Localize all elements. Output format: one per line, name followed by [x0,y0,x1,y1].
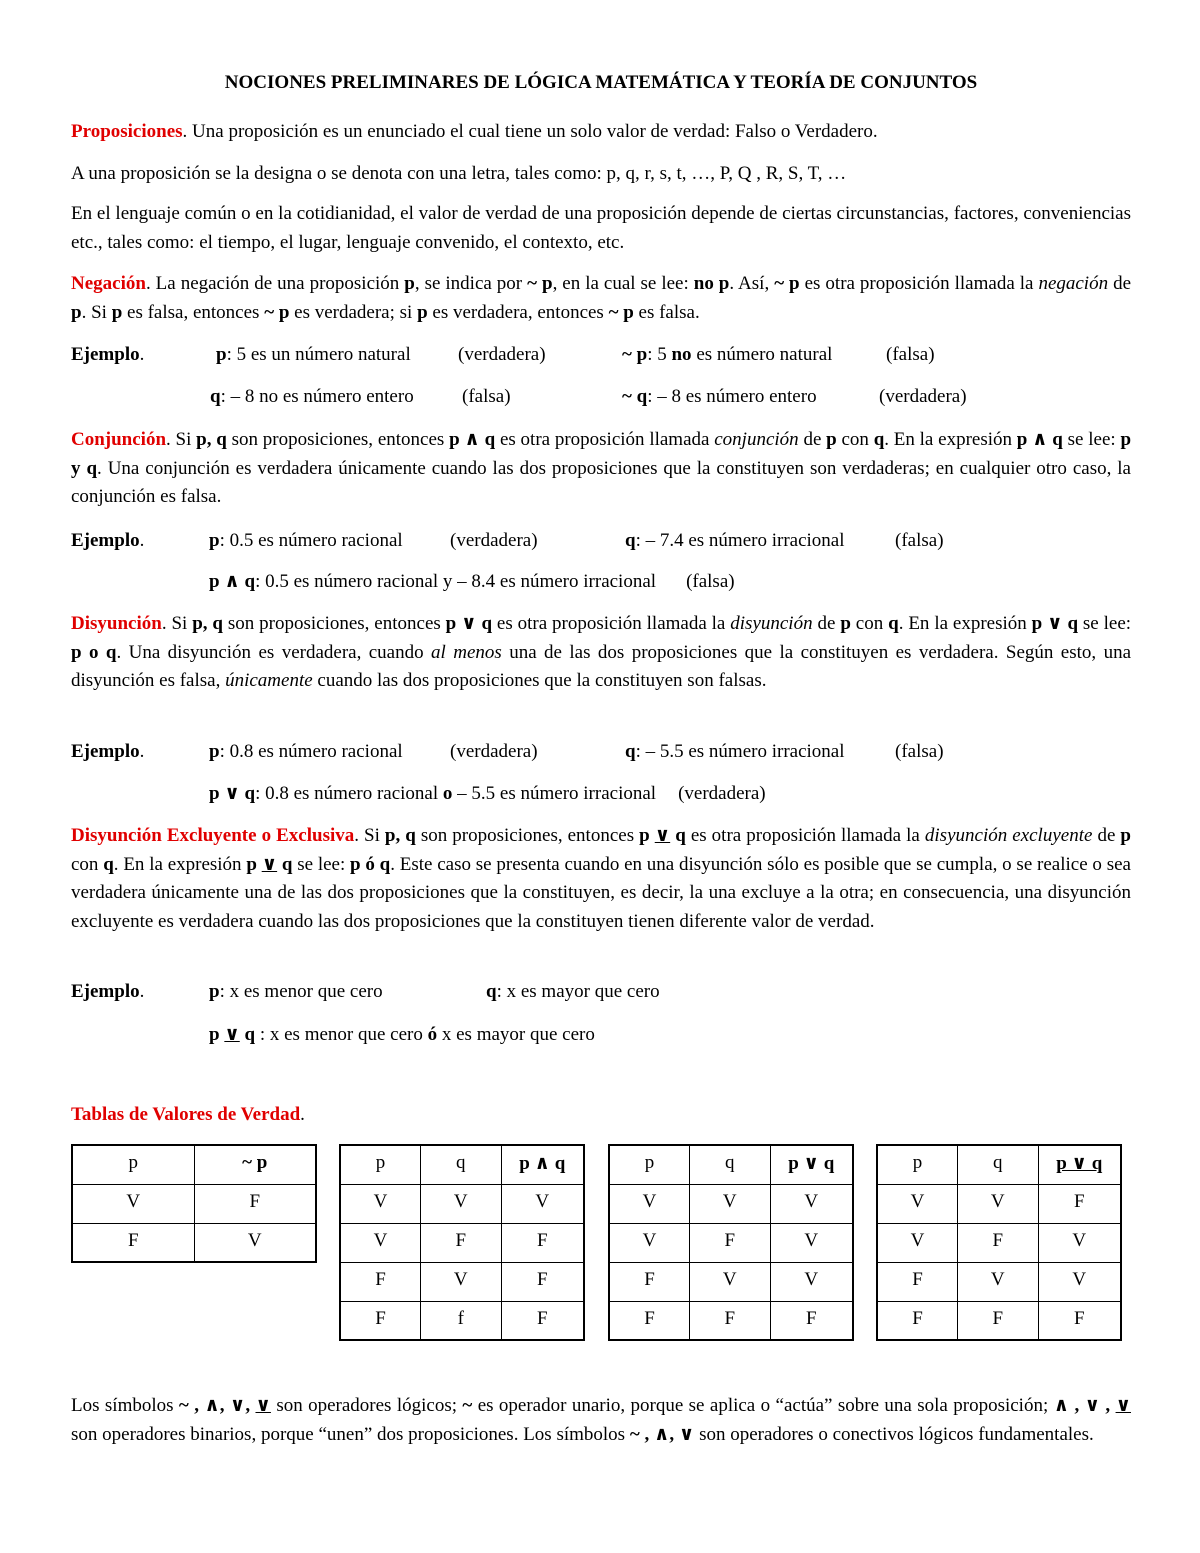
conjuncion-heading: Conjunción [71,429,167,450]
table-cell: V [958,1184,1039,1223]
ejemplo-text: Ejemplo [71,741,140,762]
text: : 0.8 es número racional [219,741,403,762]
symbol: p ∧ q [1016,429,1063,450]
page-title: NOCIONES PRELIMINARES DE LÓGICA MATEMÁTICA Y TEORÍA DE CONJUNTOS [224,72,978,93]
table-cell: F [877,1301,958,1340]
neg-example-p [216,344,411,366]
symbol: p [826,429,837,450]
symbol: ~ [462,1395,473,1416]
table-cell: F [770,1301,853,1340]
disyuncion-heading: Disyunción [71,613,162,634]
table-cell: V [1038,1223,1121,1262]
text: : – 7.4 es número irracional [635,530,845,551]
table-row [877,1223,1121,1262]
text: de [798,429,827,450]
symbol: q [239,1024,256,1045]
table-row [340,1184,584,1223]
text: de [1092,825,1121,846]
text: : – 5.5 es número irracional [635,741,845,762]
excl-example-p [209,981,383,1003]
proposiciones-paragraph [71,118,1131,147]
table-header: q [690,1145,771,1184]
table-row [609,1262,853,1301]
table-cell: f [421,1301,502,1340]
text: es verdadera, entonces [427,301,609,323]
ejemplo-text: Ejemplo [71,344,140,365]
text: . Si [354,825,385,846]
table-cell: F [340,1301,421,1340]
term: al menos [431,641,502,663]
symbol: ∨ [224,1024,240,1045]
symbol: p [216,344,227,365]
symbol: p ó q [350,853,391,875]
text: con [850,613,889,634]
table-cell: F [501,1223,584,1262]
text: : 0.5 es número racional y – 8.4 es número irracional [255,571,657,592]
text: . Este caso se presenta cuando en una disyunción sólo es posible que se cumpla, o se realice o sea verdadera únicamente una de las dos proposiciones que la constituyen, es decir, la una excluye a la otra; en consecuencia, una disyunción excluyente es verdadera cuando las dos proposiciones que la constituyen tienen diferente valor de verdad. [71,853,1131,932]
text: , en la cual se lee: [552,273,694,294]
text: : x es mayor que cero [496,981,660,1002]
text: no [671,344,692,365]
table-header: q [958,1145,1039,1184]
text: son operadores lógicos; [270,1395,463,1416]
table-row [609,1223,853,1262]
table-cell: F [690,1301,771,1340]
table-row [877,1262,1121,1301]
table-header: p ∧ q [501,1145,584,1184]
conj-example-p [209,530,403,552]
symbol: p [209,530,220,551]
text: es número natural [691,344,833,365]
text: de [812,613,841,634]
context-paragraph: En el lenguaje común o en la cotidianidad, el valor de verdad de una proposición depende de ciertas circunstancias, factores, conveniencias etc., tales como: el tiempo, el lugar, lenguaje convenido, el contexto, etc. [71,203,1131,253]
table-row [609,1301,853,1340]
excl-example-q [486,981,660,1003]
symbol: p, q [192,613,223,634]
truth-value: (falsa) [462,386,511,407]
ejemplo-label: Ejemplo. [71,741,145,762]
text: son operadores o conectivos lógicos fundamentales. [694,1423,1094,1445]
symbol: q [486,981,497,1002]
truth-value: (verdadera) [678,783,766,804]
exclusive-disjunction-truth-table [876,1144,1122,1341]
conjunction-truth-table [339,1144,585,1341]
conj-example-pq [209,570,735,593]
symbol: ~ , ∧, ∨ [629,1423,695,1445]
disy-example-pq [209,782,766,805]
disy-example-q [625,741,845,763]
symbol: ∨ [255,1395,271,1416]
text: se lee: [1062,429,1121,450]
table-header: p [877,1145,958,1184]
symbol: p ∧ q [209,571,256,592]
table-row [72,1145,316,1184]
proposiciones-text: . Una proposición es un enunciado el cual tiene un solo valor de verdad: Falso o Verdadero. [182,121,878,142]
neg-example-notp [622,344,832,366]
table-header: p [609,1145,690,1184]
table-header: p ∨ q [1038,1145,1121,1184]
text: es otra proposición llamada [495,429,715,450]
symbol: p, q [196,429,227,450]
table-cell: F [421,1223,502,1262]
text: es verdadera; si [289,301,418,323]
symbol: q [625,741,636,762]
symbol: q [625,530,636,551]
symbol: p ∧ q [449,429,496,450]
table-cell: F [609,1301,690,1340]
text: es falsa. [633,301,700,323]
symbol: ~ p [527,273,553,294]
negacion-heading: Negación [71,273,146,294]
text: : 5 [647,344,672,365]
text: , se indica por [414,273,528,294]
table-cell: F [72,1223,194,1262]
symbol: q [888,613,899,634]
term: disyunción excluyente [924,825,1093,846]
excl-example-pq [209,1023,595,1046]
text: . Si [166,429,197,450]
text: son proposiciones, entonces [226,429,450,450]
text: es otra proposición llamada la [685,825,925,846]
table-row [609,1145,853,1184]
text: . [300,1104,305,1125]
symbol: p [71,301,82,323]
term: conjunción [714,429,799,450]
symbol: q [103,853,114,875]
table-row [877,1184,1121,1223]
table-cell: F [1038,1301,1121,1340]
table-cell: V [958,1262,1039,1301]
text: . Si [161,613,193,634]
table-cell: F [877,1262,958,1301]
truth-value: (falsa) [686,571,735,592]
table-cell: F [958,1223,1039,1262]
symbol: q [873,429,885,450]
text: es falsa, entonces [122,301,265,323]
text: . Una disyunción es verdadera, cuando [116,641,432,663]
text: : x es menor que cero [219,981,383,1002]
truth-value: (falsa) [895,741,944,762]
ejemplo-label: Ejemplo. [71,981,145,1002]
truth-value: (verdadera) [450,530,538,551]
table-cell: V [770,1262,853,1301]
table-header: p [72,1145,194,1184]
table-header: p ∨ q [770,1145,853,1184]
symbol: ~ p [622,344,648,365]
table-cell: V [690,1184,771,1223]
text: ó [427,1024,438,1045]
text: con [836,429,874,450]
ejemplo-label: Ejemplo. [71,344,145,365]
designation-paragraph: A una proposición se la designa o se denota con una letra, tales como: p, q, r, s, t, …, P, Q , R, S, T, … [71,163,847,184]
text: . Una conjunción es verdadera únicamente cuando las dos proposiciones que la constituyen son verdaderas; en cualquier otro caso, la conjunción es falsa. [71,457,1131,507]
truth-value: (verdadera) [450,741,538,762]
symbol: no p [693,273,730,294]
table-row [340,1301,584,1340]
symbol: ~ q [622,386,648,407]
table-cell: F [1038,1184,1121,1223]
disy-example-p [209,741,403,763]
negation-truth-table [71,1144,317,1263]
excluyente-heading: Disyunción Excluyente o Exclusiva [71,825,355,846]
symbol: p [404,273,415,294]
symbol: ∨ [1115,1395,1131,1416]
excluyente-paragraph [71,822,1131,936]
symbol: ~ p [264,301,290,323]
closing-paragraph [71,1392,1131,1449]
table-cell: F [958,1301,1039,1340]
symbol: p y q [71,429,1132,479]
text: . En la expresión [113,853,247,875]
table-cell: F [340,1262,421,1301]
table-cell: V [609,1184,690,1223]
symbol: p ∨ q [209,783,256,804]
table-cell: F [501,1301,584,1340]
truth-value: (falsa) [886,344,935,365]
table-cell: V [877,1223,958,1262]
symbol: p o q [71,641,117,663]
text: una de las dos proposiciones que la constituyen es verdadera. Según esto, una disyunción es falsa, [71,641,1131,691]
table-row [72,1184,316,1223]
text: x es mayor que cero [437,1024,595,1045]
disyuncion-paragraph [71,610,1131,696]
table-row [72,1223,316,1262]
text: – 5.5 es número irracional [452,783,657,804]
symbol: p [209,981,220,1002]
table-cell: V [690,1262,771,1301]
truth-value: (verdadera) [458,344,546,365]
text: . En la expresión [898,613,1032,634]
text: : 5 es un número natural [226,344,411,365]
table-header: p [340,1145,421,1184]
symbol: ~ p [774,273,800,294]
table-cell: F [609,1262,690,1301]
table-header: ~ p [194,1145,316,1184]
neg-example-notq [622,386,817,408]
symbol: p [111,301,123,323]
text: . Así, [729,273,775,294]
table-row [877,1301,1121,1340]
table-cell: V [421,1184,502,1223]
text: . La negación de una proposición [145,273,405,294]
text: con [71,853,104,875]
table-cell: V [770,1223,853,1262]
table-cell: V [421,1262,502,1301]
text: : 0.8 es número racional [255,783,443,804]
text: : – 8 es número entero [647,386,817,407]
symbol: p [1120,825,1131,846]
table-row [340,1223,584,1262]
conj-example-q [625,530,845,552]
ejemplo-text: Ejemplo [71,981,140,1002]
symbol: p, q [384,825,416,846]
table-cell: V [340,1223,421,1262]
truth-value: (falsa) [895,530,944,551]
table-row [877,1145,1121,1184]
table-header: q [421,1145,502,1184]
truth-value: (verdadera) [879,386,967,407]
table-row [340,1145,584,1184]
ejemplo-text: Ejemplo [71,530,140,551]
tablas-heading [71,1104,305,1126]
text: . Si [81,301,112,323]
tablas-heading-text: Tablas de Valores de Verdad [71,1104,301,1125]
symbol: ~ , ∧, ∨, [178,1395,256,1416]
ejemplo-label: Ejemplo. [71,530,145,551]
table-cell: F [501,1262,584,1301]
term: disyunción [730,613,813,634]
text: es otra proposición llamada la [799,273,1039,294]
disjunction-truth-table [608,1144,854,1341]
text: se lee: [292,853,351,875]
table-cell: V [194,1223,316,1262]
term: negación [1038,273,1109,294]
text: se lee: [1078,613,1132,634]
text: son proposiciones, entonces [415,825,640,846]
table-cell: F [194,1184,316,1223]
table-cell: V [501,1184,584,1223]
negacion-paragraph [71,270,1131,327]
table-cell: V [340,1184,421,1223]
text: son proposiciones, entonces [222,613,446,634]
symbol: p [417,301,428,323]
symbol: p ∨ q [445,613,493,634]
text: cuando las dos proposiciones que la constituyen son falsas. [312,670,767,691]
symbol: ∧ , ∨ , [1053,1395,1116,1416]
symbol: ~ p [608,301,634,323]
text: : x es menor que cero [255,1024,428,1045]
text: : – 8 no es número entero [220,386,414,407]
text: Los símbolos [71,1395,179,1416]
table-row [340,1262,584,1301]
symbol: p [209,741,220,762]
term: únicamente [225,670,313,691]
proposiciones-heading: Proposiciones [71,121,183,142]
symbol: p ∨ q [639,825,686,846]
table-cell: V [877,1184,958,1223]
symbol: p ∨ q [246,853,293,875]
text: : 0.5 es número racional [219,530,403,551]
text: . En la expresión [884,429,1017,450]
symbol: q [210,386,221,407]
table-cell: V [1038,1262,1121,1301]
table-cell: V [770,1184,853,1223]
table-row [609,1184,853,1223]
text: de [1108,273,1132,294]
conjuncion-paragraph [71,426,1131,512]
text: o [442,783,453,804]
table-cell: F [690,1223,771,1262]
symbol: p [209,1024,225,1045]
table-cell: V [72,1184,194,1223]
symbol: p [840,613,851,634]
text: es otra proposición llamada la [492,613,731,634]
symbol: p ∨ q [1031,613,1079,634]
neg-example-q [210,386,414,408]
text: es operador unario, porque se aplica o “actúa” sobre una sola proposición; [472,1395,1054,1416]
text: son operadores binarios, porque “unen” dos proposiciones. Los símbolos [71,1423,630,1445]
table-cell: V [609,1223,690,1262]
